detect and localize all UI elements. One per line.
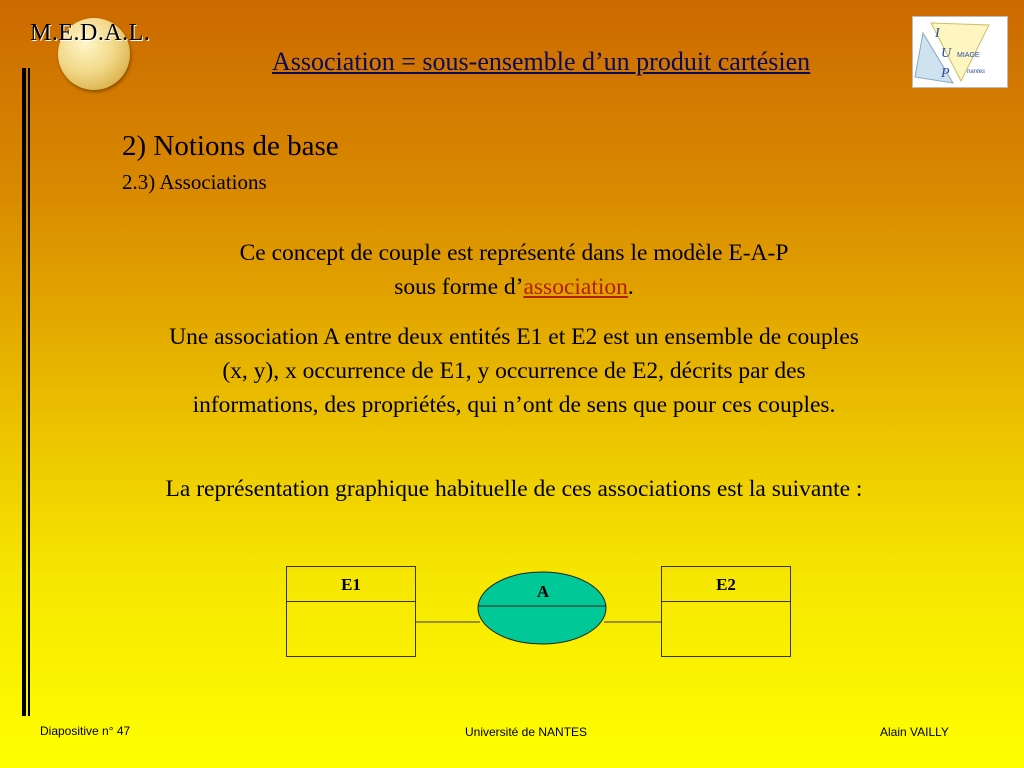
entity-e2-box: [661, 566, 791, 657]
iup-miage-logo: [912, 16, 1008, 88]
entity-e2-label: E2: [662, 567, 790, 602]
entity-e1-box: [286, 566, 416, 657]
left-rule-thick: [22, 68, 26, 716]
brand-label: M.E.D.A.L.: [30, 20, 151, 46]
left-rule-thin: [28, 68, 30, 716]
paragraph-1-suffix: .: [627, 274, 634, 300]
entity-e1-label: E1: [287, 567, 415, 602]
association-link[interactable]: association: [523, 274, 628, 300]
paragraph-3: La représentation graphique habituelle de ces associations est la suivante :: [165, 476, 863, 502]
paragraph-1-line1: Ce concept de couple est représenté dans le modèle E-A-P: [239, 240, 789, 266]
paragraph-1: [160, 236, 868, 304]
paragraph-1-prefix: sous forme d’: [394, 274, 524, 300]
slide-title: Association = sous-ensemble d’un produit cartésien: [272, 47, 811, 76]
iup-logo-icon: [913, 17, 1007, 87]
svg-text:nantes: nantes: [967, 69, 986, 75]
slide-number: Diapositive n° 47: [40, 724, 131, 738]
paragraph-2: Une association A entre deux entités E1 et E2 est un ensemble de couples (x, y), x occurrence de E1, y occurrence de E2, décrits par des informations, des propriétés, qui n’ont de sens que pour ces couples.: [169, 324, 859, 418]
university-label: Université de NANTES: [465, 725, 588, 739]
svg-text:P: P: [941, 66, 950, 81]
association-label: A: [536, 582, 550, 601]
author-label: Alain VAILLY: [880, 725, 949, 739]
svg-text:I: I: [935, 26, 940, 41]
svg-text:MIAGE: MIAGE: [957, 52, 980, 59]
association-link-lines: [416, 560, 662, 650]
section-subheading: 2.3) Associations: [122, 170, 267, 194]
svg-text:U: U: [941, 46, 952, 61]
section-heading: 2) Notions de base: [122, 130, 339, 162]
